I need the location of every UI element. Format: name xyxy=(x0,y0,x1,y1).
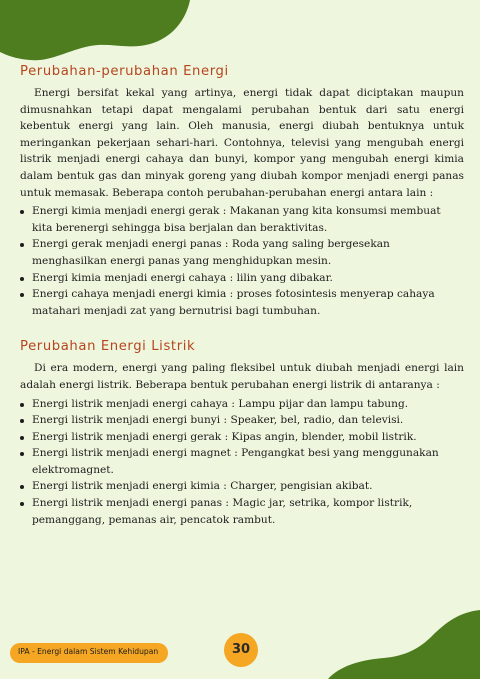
top-left-leaf-decoration xyxy=(0,0,200,62)
list-item: Energi listrik menjadi energi gerak : Kipas angin, blender, mobil listrik. xyxy=(20,429,464,446)
list-item: Energi listrik menjadi energi kimia : Charger, pengisian akibat. xyxy=(20,478,464,495)
bullet-icon xyxy=(20,293,24,297)
bullet-icon xyxy=(20,485,24,489)
list-item: Energi listrik menjadi energi cahaya : Lampu pijar dan lampu tabung. xyxy=(20,396,464,413)
section-heading-electric-energy: Perubahan Energi Listrik xyxy=(20,339,196,355)
list-item: Energi kimia menjadi energi gerak : Makanan yang kita konsumsi membuat kita berenergi sehingga bisa berjalan dan beraktivitas. xyxy=(20,203,464,236)
section-heading-energy-changes: Perubahan-perubahan Energi xyxy=(20,64,229,79)
bullet-icon xyxy=(20,452,24,456)
list-item: Energi kimia menjadi energi cahaya : lilin yang dibakar. xyxy=(20,270,464,287)
footer-book-title: IPA - Energi dalam Sistem Kehidupan xyxy=(18,647,159,656)
list-item: Energi gerak menjadi energi panas : Roda yang saling bergesekan menghasilkan energi panas yang menghidupkan mesin. xyxy=(20,236,464,269)
list-item: Energi cahaya menjadi energi kimia : proses fotosintesis menyerap cahaya matahari menjadi zat yang bernutrisi bagi tumbuhan. xyxy=(20,286,464,319)
bullet-icon xyxy=(20,243,24,247)
section-paragraph-electric-energy: Di era modern, energi yang paling fleksibel untuk diubah menjadi energi lain adalah energi listrik. Beberapa bentuk perubahan energi listrik di antaranya : xyxy=(20,362,464,391)
section-paragraph-energy-changes: Energi bersifat kekal yang artinya, energi tidak dapat diciptakan maupun dimusnahkan tetapi dapat mengalami perubahan bentuk dari satu energi kebentuk energi yang lain. Oleh manusia, energi diubah bentuknya untuk meringankan pekerjaan sehari-hari. Contohnya, televisi yang mengubah energi listrik menjadi energi cahaya dan bunyi, kompor yang mengubah energi kimia dalam bentuk gas dan minyak goreng yang diubah kompor menjadi energi panas untuk memasak. Beberapa contoh perubahan-perubahan energi antara lain : xyxy=(20,87,464,199)
bullet-icon xyxy=(20,277,24,281)
bullet-icon xyxy=(20,403,24,407)
bullet-icon xyxy=(20,419,24,423)
list-item: Energi listrik menjadi energi panas : Magic jar, setrika, kompor listrik, pemanggang, pemanas air, pencatok rambut. xyxy=(20,495,464,528)
bullet-icon xyxy=(20,502,24,506)
list-item: Energi listrik menjadi energi magnet : Pengangkat besi yang menggunakan elektromagnet. xyxy=(20,445,464,478)
bullet-icon xyxy=(20,210,24,214)
page-number: 30 xyxy=(231,642,251,657)
list-item: Energi listrik menjadi energi bunyi : Speaker, bel, radio, dan televisi. xyxy=(20,412,464,429)
page-content xyxy=(20,64,464,528)
bullet-icon xyxy=(20,436,24,440)
bottom-right-leaf-decoration xyxy=(300,600,480,679)
electric-energy-list xyxy=(20,396,464,529)
energy-changes-list xyxy=(20,203,464,319)
